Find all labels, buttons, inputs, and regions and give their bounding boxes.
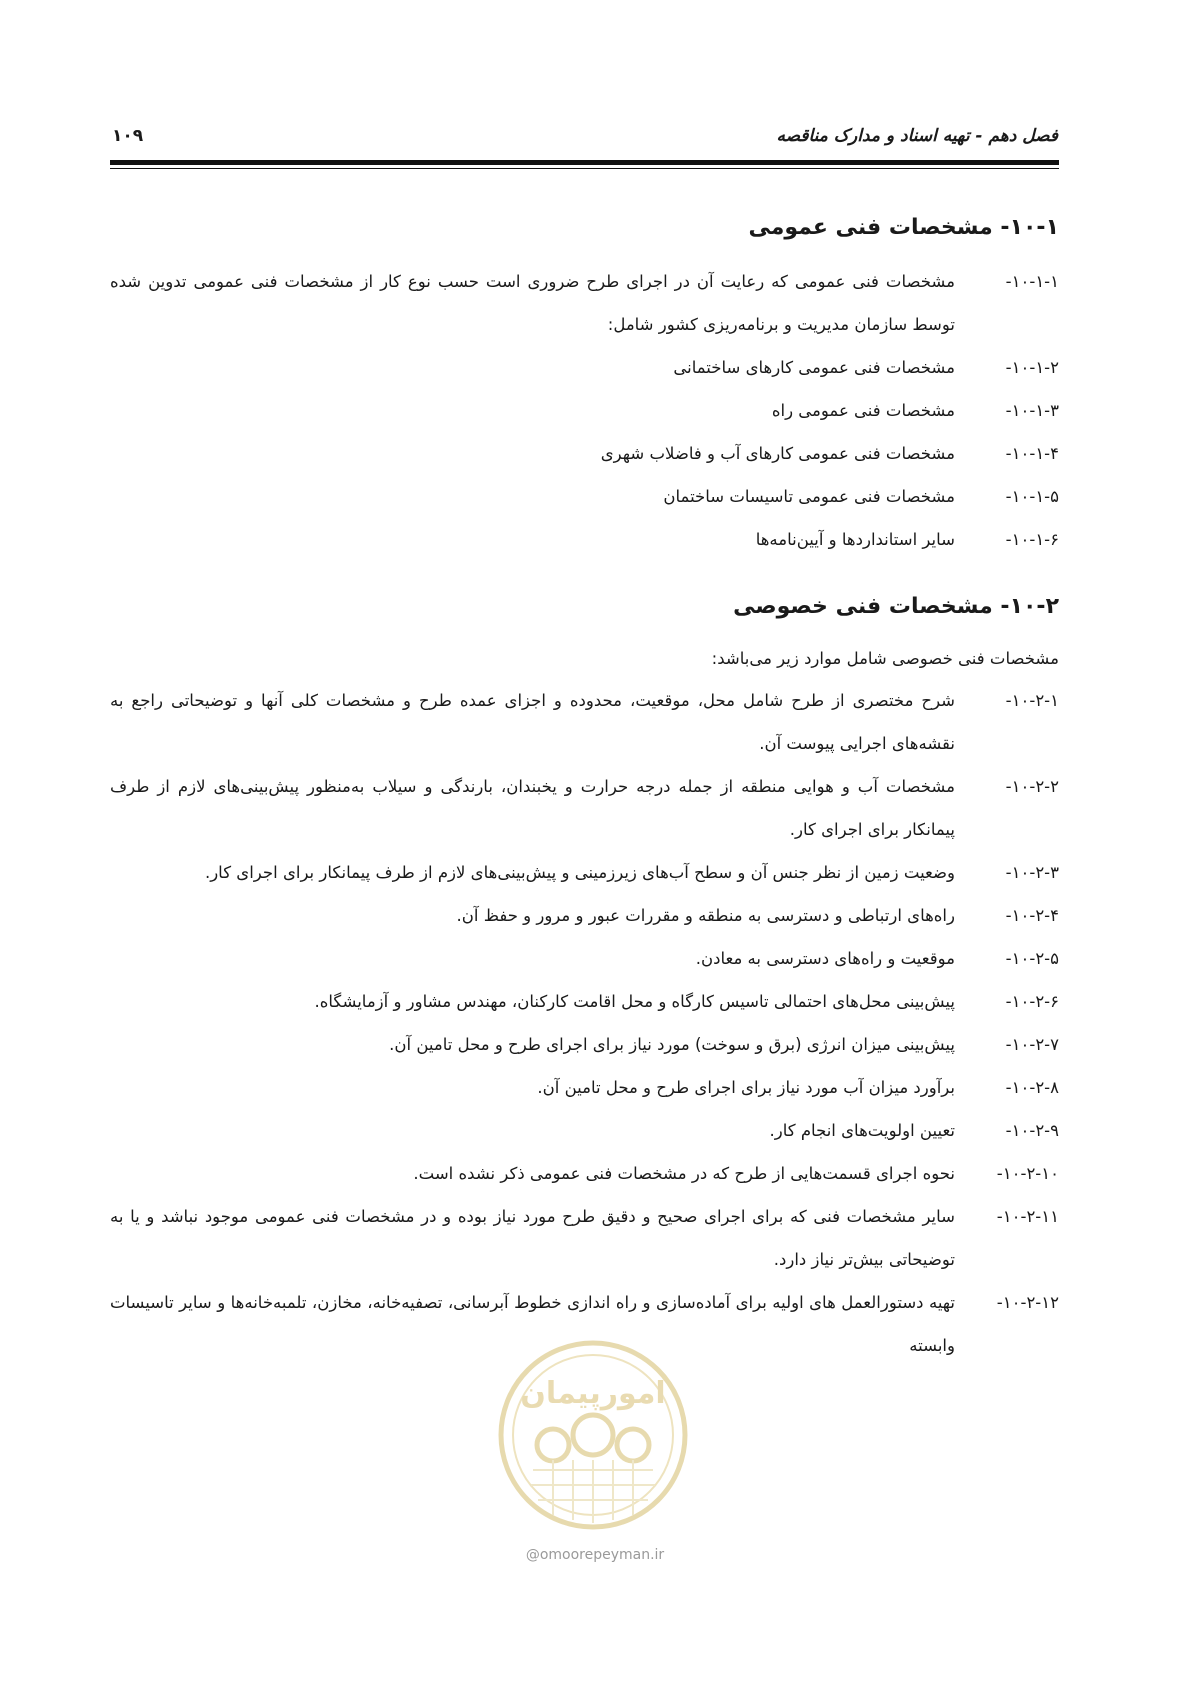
section-heading: ۱۰-۲- مشخصات فنی خصوصی — [733, 594, 1059, 619]
header-rule-thick — [110, 160, 1059, 165]
section-general-specs — [110, 210, 1059, 561]
list-item — [110, 432, 1059, 475]
watermark-logo-text: امورپیمان — [520, 1376, 666, 1411]
list-item — [110, 346, 1059, 389]
item-text: سایر استانداردها و آیین‌نامه‌ها — [755, 530, 955, 549]
item-text: پیش‌بینی محل‌های احتمالی تاسیس کارگاه و محل اقامت کارکنان، مهندس مشاور و آزمایشگاه. — [314, 992, 955, 1011]
item-number: ۱۰-۲-۸- — [1005, 1078, 1059, 1097]
item-number: ۱۰-۲-۳- — [1005, 863, 1059, 882]
list-item — [110, 1109, 1059, 1152]
section-special-specs — [110, 589, 1059, 1367]
item-text: مشخصات آب و هوایی منطقه از جمله درجه حرارت و یخبندان، بارندگی و سیلاب به‌منظور پیش‌بینی‌های لازم از طرف پیمانکار برای اجرای کار. — [110, 777, 955, 839]
list-item — [110, 894, 1059, 937]
list-item — [110, 679, 1059, 765]
item-number: ۱۰-۱-۵- — [1005, 487, 1059, 506]
item-text: موقعیت و راه‌های دسترسی به معادن. — [695, 949, 955, 968]
item-number: ۱۰-۲-۷- — [1005, 1035, 1059, 1054]
item-number: ۱۰-۱-۴- — [1005, 444, 1059, 463]
item-number: ۱۰-۲-۴- — [1005, 906, 1059, 925]
list-item — [110, 1023, 1059, 1066]
item-text: برآورد میزان آب مورد نیاز برای اجرای طرح و محل تامین آن. — [537, 1078, 955, 1097]
item-number: ۱۰-۱-۶- — [1005, 530, 1059, 549]
item-text: مشخصات فنی عمومی کارهای آب و فاضلاب شهری — [600, 444, 955, 463]
item-text: تهیه دستورالعمل های اولیه برای آماده‌سازی و راه اندازی خطوط آبرسانی، تصفیه‌خانه، مخازن، تلمبه‌خانه‌ها و سایر تاسیسات وابسته — [110, 1293, 955, 1355]
item-text: مشخصات فنی عمومی تاسیسات ساختمان — [663, 487, 955, 506]
list-item — [110, 980, 1059, 1023]
list-item — [110, 1152, 1059, 1195]
item-number: ۱۰-۱-۱- — [1005, 272, 1059, 291]
list-item — [110, 518, 1059, 561]
list-item — [110, 765, 1059, 851]
header-rule-thin — [110, 168, 1059, 169]
item-text: تعیین اولویت‌های انجام کار. — [769, 1121, 955, 1140]
item-number: ۱۰-۲-۲- — [1005, 777, 1059, 796]
list-item — [110, 1195, 1059, 1281]
item-number: ۱۰-۲-۶- — [1005, 992, 1059, 1011]
item-number: ۱۰-۲-۱۰- — [996, 1164, 1059, 1183]
item-number: ۱۰-۲-۹- — [1005, 1121, 1059, 1140]
item-number: ۱۰-۱-۳- — [1005, 401, 1059, 420]
item-text: مشخصات فنی عمومی کارهای ساختمانی — [673, 358, 955, 377]
section-intro: مشخصات فنی خصوصی شامل موارد زیر می‌باشد: — [711, 649, 1059, 668]
list-item — [110, 260, 1059, 346]
item-text: مشخصات فنی عمومی راه — [771, 401, 955, 420]
list-item — [110, 389, 1059, 432]
item-number: ۱۰-۲-۱۲- — [996, 1293, 1059, 1312]
watermark-url: @omoorepeyman.ir — [525, 1547, 665, 1563]
list-item — [110, 1066, 1059, 1109]
list-item — [110, 937, 1059, 980]
list-item — [110, 851, 1059, 894]
item-text: شرح مختصری از طرح شامل محل، موقعیت، محدوده و اجزای عمده طرح و مشخصات کلی آنها و توضیحاتی راجع به نقشه‌های اجرایی پیوست آن. — [110, 691, 955, 753]
page-content — [110, 210, 1059, 1395]
item-text: وضعیت زمین از نظر جنس آن و سطح آب‌های زیرزمینی و پیش‌بینی‌های لازم از طرف پیمانکار برای اجرای کار. — [204, 863, 955, 882]
item-number: ۱۰-۲-۱- — [1005, 691, 1059, 710]
item-number: ۱۰-۱-۲- — [1005, 358, 1059, 377]
watermark-logo — [493, 1335, 693, 1535]
section-heading: ۱۰-۱- مشخصات فنی عمومی — [748, 215, 1059, 240]
item-number: ۱۰-۲-۱۱- — [996, 1207, 1059, 1226]
item-text: مشخصات فنی عمومی که رعایت آن در اجرای طرح ضروری است حسب نوع کار از مشخصات فنی عمومی تدوین شده توسط سازمان مدیریت و برنامه‌ریزی کشور شامل: — [110, 272, 955, 334]
page-number: ۱۰۹ — [112, 126, 144, 146]
item-text: پیش‌بینی میزان انرژی (برق و سوخت) مورد نیاز برای اجرای طرح و محل تامین آن. — [389, 1035, 955, 1054]
item-text: سایر مشخصات فنی که برای اجرای صحیح و دقیق طرح مورد نیاز بوده و در مشخصات فنی عمومی موجود نباشد و یا به توضیحاتی بیش‌تر نیاز دارد. — [110, 1207, 955, 1269]
item-number: ۱۰-۲-۵- — [1005, 949, 1059, 968]
item-text: راه‌های ارتباطی و دسترسی به منطقه و مقررات عبور و مرور و حفظ آن. — [456, 906, 955, 925]
list-item — [110, 475, 1059, 518]
chapter-title: فصل دهم - تهیه اسناد و مدارک مناقصه — [776, 126, 1058, 146]
item-text: نحوه اجرای قسمت‌هایی از طرح که در مشخصات فنی عمومی ذکر نشده است. — [413, 1164, 955, 1183]
